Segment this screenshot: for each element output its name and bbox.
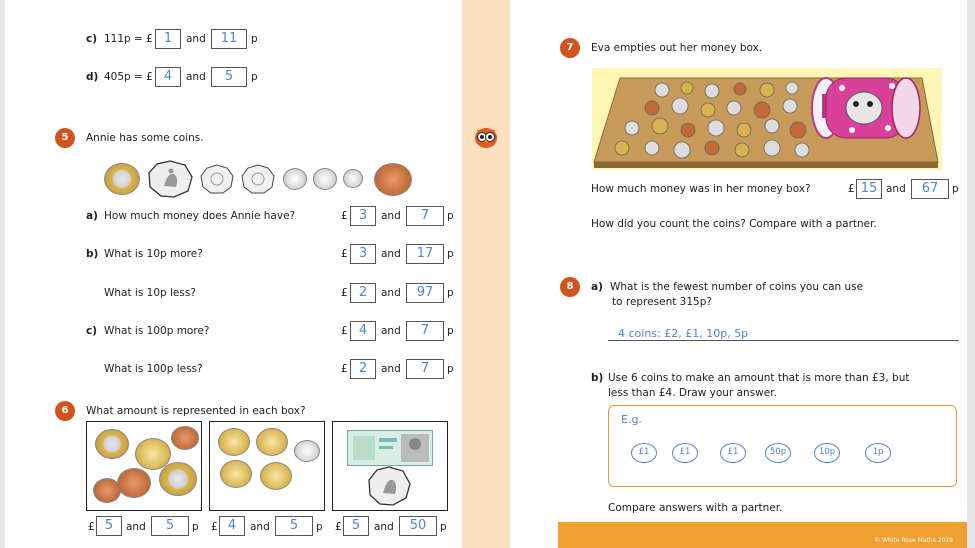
coin-1-pound-icon <box>218 428 250 456</box>
q5c1-and: and <box>381 325 401 337</box>
q4d-label: d) <box>86 71 99 83</box>
coin-2-pound-icon <box>104 163 140 195</box>
q6-3-pound-sign: £ <box>335 521 342 533</box>
q5c1-text: What is 100p more? <box>104 325 210 337</box>
q5a-pence-box[interactable]: 7 <box>406 206 444 226</box>
q7-pound-sign: £ <box>848 183 855 195</box>
q5c1-pound-sign: £ <box>341 325 348 337</box>
q5c1-pence-box[interactable]: 7 <box>406 321 444 341</box>
q8-number-badge: 8 <box>560 277 580 297</box>
q5a-and: and <box>381 210 401 222</box>
q8b-line1: Use 6 coins to make an amount that is more than £3, but <box>608 372 910 384</box>
q4d-p: p <box>251 71 258 83</box>
q6-1-p: p <box>192 521 199 533</box>
q5c2-pounds-box[interactable]: 2 <box>350 359 376 379</box>
q8b-label: b) <box>591 372 604 384</box>
q5b2-p: p <box>447 287 454 299</box>
q6-panel-1 <box>86 421 202 511</box>
q7-followup: How did you count the coins? Compare with a partner. <box>591 218 877 230</box>
coin-1p-icon <box>117 468 151 498</box>
q8b-eg: E.g. <box>621 413 642 426</box>
q6-2-pounds-box[interactable]: 4 <box>219 516 245 536</box>
q5b1-pence-box[interactable]: 17 <box>406 244 444 264</box>
q5c2-text: What is 100p less? <box>104 363 203 375</box>
q7-and: and <box>886 183 906 195</box>
q8a-line2: to represent 315p? <box>612 296 712 308</box>
q5b1-pound-sign: £ <box>341 248 348 260</box>
q8-compare: Compare answers with a partner. <box>608 502 783 514</box>
page-edge-right <box>967 0 975 548</box>
coin-1-pound-icon-3 <box>220 460 252 488</box>
q7-pence-box[interactable]: 67 <box>911 179 949 199</box>
coin-5p-icon <box>294 440 320 462</box>
page-gutter <box>462 0 510 548</box>
q5b2-pound-sign: £ <box>341 287 348 299</box>
q5a-label: a) <box>86 210 98 222</box>
q5c-label: c) <box>86 325 98 337</box>
coin-20p-icon-2 <box>241 164 275 194</box>
q7-number-badge: 7 <box>560 38 580 58</box>
q6-2-and: and <box>250 521 270 533</box>
q6-panel-3 <box>332 421 448 511</box>
owl-logo-icon <box>473 124 499 150</box>
page-edge-left <box>0 0 5 548</box>
q6-2-pence-box[interactable]: 5 <box>275 516 313 536</box>
coin-1-pound-icon-4 <box>260 462 292 490</box>
q6-panel-2 <box>209 421 325 511</box>
five-pound-note-icon <box>347 430 433 466</box>
drawn-10p-coin-icon: 10p <box>814 443 840 463</box>
q6-number-badge: 6 <box>55 401 75 421</box>
q5c2-pound-sign: £ <box>341 363 348 375</box>
q4c-text: 111p = £ <box>104 33 153 45</box>
footer-bar <box>558 522 967 548</box>
coin-2p-icon <box>171 426 199 450</box>
q5b-label: b) <box>86 248 99 260</box>
q6-1-pounds-box[interactable]: 5 <box>96 516 122 536</box>
q5c2-pence-box[interactable]: 7 <box>406 359 444 379</box>
q5a-text: How much money does Annie have? <box>104 210 296 222</box>
coin-50p-icon <box>367 466 411 506</box>
q4d-pounds-box[interactable]: 4 <box>155 67 181 87</box>
q5c1-p: p <box>447 325 454 337</box>
drawn-1-pound-coin-icon-3: £1 <box>720 443 746 463</box>
q7-title: Eva empties out her money box. <box>591 42 763 54</box>
q6-3-pence-box[interactable]: 50 <box>399 516 437 536</box>
q6-3-pounds-box[interactable]: 5 <box>343 516 369 536</box>
coin-10p-icon <box>283 168 307 190</box>
q6-1-and: and <box>126 521 146 533</box>
q5a-p: p <box>447 210 454 222</box>
q6-1-pound-sign: £ <box>88 521 95 533</box>
drawn-1-pound-coin-icon: £1 <box>631 443 657 463</box>
q5b2-pence-box[interactable]: 97 <box>406 283 444 303</box>
copyright-text: © White Rose Maths 2019 <box>874 537 953 544</box>
q5c1-pounds-box[interactable]: 4 <box>350 321 376 341</box>
coin-5p-icon <box>343 169 363 188</box>
money-box-illustration <box>592 68 942 170</box>
q4c-pounds-box[interactable]: 1 <box>155 29 181 49</box>
q5b1-pounds-box[interactable]: 3 <box>350 244 376 264</box>
drawn-50p-coin-icon: 50p <box>765 443 791 463</box>
coin-20p-icon <box>200 164 234 194</box>
q7-p: p <box>952 183 959 195</box>
q5-number-badge: 5 <box>55 128 75 148</box>
q5-title: Annie has some coins. <box>86 132 204 144</box>
q7-question: How much money was in her money box? <box>591 183 811 195</box>
q4c-and: and <box>186 33 206 45</box>
q7-pounds-box[interactable]: 15 <box>856 179 882 199</box>
coin-2p-icon <box>374 163 412 196</box>
coin-10p-icon-2 <box>313 168 337 190</box>
q6-3-p: p <box>440 521 447 533</box>
q8a-answer: 4 coins: £2, £1, 10p, 5p <box>618 327 749 340</box>
q5c2-and: and <box>381 363 401 375</box>
q4c-pence-box[interactable]: 11 <box>211 29 247 49</box>
drawn-1p-coin-icon: 1p <box>865 443 891 463</box>
q8a-label: a) <box>591 281 603 293</box>
drawn-1-pound-coin-icon-2: £1 <box>672 443 698 463</box>
q4c-p: p <box>251 33 258 45</box>
q5b1-p: p <box>447 248 454 260</box>
q6-3-and: and <box>374 521 394 533</box>
q6-2-pound-sign: £ <box>211 521 218 533</box>
q5b1-and: and <box>381 248 401 260</box>
q5a-pounds-box[interactable]: 3 <box>350 206 376 226</box>
q5b2-pounds-box[interactable]: 2 <box>350 283 376 303</box>
coin-50p-icon <box>146 160 194 198</box>
q6-title: What amount is represented in each box? <box>86 405 306 417</box>
coin-1-pound-icon-2 <box>256 428 288 456</box>
q4d-text: 405p = £ <box>104 71 153 83</box>
q5a-pound-sign: £ <box>341 210 348 222</box>
q5b2-and: and <box>381 287 401 299</box>
q4c-label: c) <box>86 33 98 45</box>
q5b1-text: What is 10p more? <box>104 248 203 260</box>
q8a-answer-line <box>608 340 959 341</box>
q4d-pence-box[interactable]: 5 <box>211 67 247 87</box>
q8b-line2: less than £4. Draw your answer. <box>608 387 777 399</box>
q8a-line1: What is the fewest number of coins you can use <box>610 281 864 293</box>
coin-2-pound-icon-2 <box>159 462 197 496</box>
q4d-and: and <box>186 71 206 83</box>
q6-1-pence-box[interactable]: 5 <box>151 516 189 536</box>
coin-2-pound-icon <box>95 429 129 459</box>
q6-2-p: p <box>316 521 323 533</box>
q5c2-p: p <box>447 363 454 375</box>
q5b2-text: What is 10p less? <box>104 287 196 299</box>
q8b-answer-box <box>608 405 957 487</box>
